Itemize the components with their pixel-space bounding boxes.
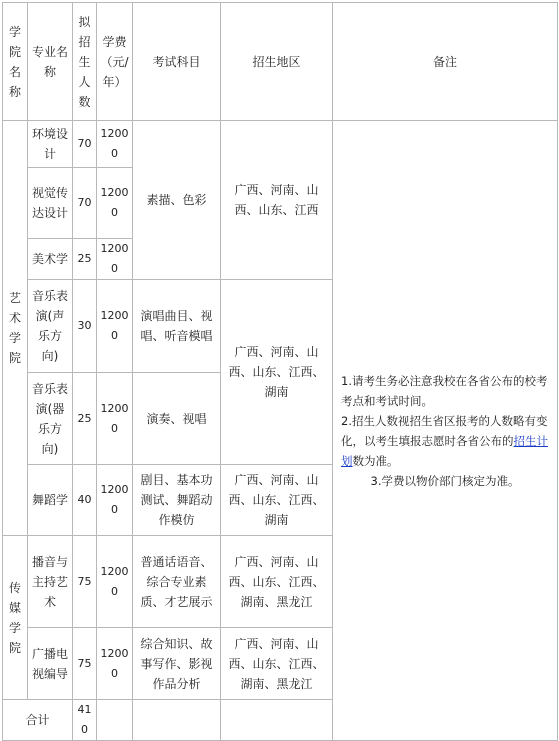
enrollment-table xyxy=(2,2,558,741)
fee-cell: 12000 xyxy=(97,280,133,373)
table-row xyxy=(3,121,558,168)
region-dance: 广西、河南、山西、山东、江西、湖南 xyxy=(221,465,333,536)
fee-cell: 12000 xyxy=(97,121,133,168)
exam-dance: 剧目、基本功测试、舞蹈动作模仿 xyxy=(133,465,221,536)
major-cell: 广播电视编导 xyxy=(28,628,73,700)
quota-cell: 25 xyxy=(73,239,97,280)
header-quota: 拟招生人数 xyxy=(73,3,97,121)
exam-instrument: 演奏、视唱 xyxy=(133,373,221,465)
empty-cell xyxy=(97,700,133,741)
major-cell: 舞蹈学 xyxy=(28,465,73,536)
major-cell: 音乐表演(声乐方向) xyxy=(28,280,73,373)
empty-cell xyxy=(133,700,221,741)
exam-vocal: 演唱曲目、视唱、听音模唱 xyxy=(133,280,221,373)
note-1: 1.请考生务必注意我校在各省公布的校考考点和考试时间。 xyxy=(341,373,548,408)
plan-link[interactable]: 招生计划 xyxy=(341,433,548,468)
college-media: 传媒学院 xyxy=(3,536,28,700)
total-value: 410 xyxy=(73,700,97,741)
fee-cell: 12000 xyxy=(97,168,133,239)
header-note: 备注 xyxy=(333,3,558,121)
college-art: 艺术学院 xyxy=(3,121,28,536)
header-major: 专业名称 xyxy=(28,3,73,121)
fee-cell: 12000 xyxy=(97,465,133,536)
header-fee: 学费（元/年） xyxy=(97,3,133,121)
exam-directing: 综合知识、故事写作、影视作品分析 xyxy=(133,628,221,700)
exam-art-design: 素描、色彩 xyxy=(133,121,221,280)
header-region: 招生地区 xyxy=(221,3,333,121)
exam-broadcast: 普通话语音、综合专业素质、才艺展示 xyxy=(133,536,221,628)
major-cell: 环境设计 xyxy=(28,121,73,168)
header-row xyxy=(3,3,558,121)
header-college: 学院名称 xyxy=(3,3,28,121)
total-label: 合计 xyxy=(3,700,73,741)
major-cell: 美术学 xyxy=(28,239,73,280)
region-broadcast: 广西、河南、山西、山东、江西、湖南、黑龙江 xyxy=(221,536,333,628)
region-directing: 广西、河南、山西、山东、江西、湖南、黑龙江 xyxy=(221,628,333,700)
fee-cell: 12000 xyxy=(97,373,133,465)
quota-cell: 70 xyxy=(73,168,97,239)
quota-cell: 70 xyxy=(73,121,97,168)
quota-cell: 25 xyxy=(73,373,97,465)
fee-cell: 12000 xyxy=(97,628,133,700)
quota-cell: 75 xyxy=(73,628,97,700)
notes-cell xyxy=(333,121,558,741)
major-cell: 视觉传达设计 xyxy=(28,168,73,239)
empty-cell xyxy=(221,700,333,741)
region-music: 广西、河南、山西、山东、江西、湖南 xyxy=(221,280,333,465)
quota-cell: 40 xyxy=(73,465,97,536)
fee-cell: 12000 xyxy=(97,239,133,280)
major-cell: 音乐表演(器乐方向) xyxy=(28,373,73,465)
header-exam: 考试科目 xyxy=(133,3,221,121)
note-3: 3.学费以物价部门核定为准。 xyxy=(370,473,520,488)
region-art-design: 广西、河南、山西、山东、江西 xyxy=(221,121,333,280)
fee-cell: 12000 xyxy=(97,536,133,628)
note-2: 2.招生人数视招生省区报考的人数略有变化，以考生填报志愿时各省公布的招生计划数为准。 xyxy=(341,413,548,468)
major-cell: 播音与主持艺术 xyxy=(28,536,73,628)
quota-cell: 30 xyxy=(73,280,97,373)
quota-cell: 75 xyxy=(73,536,97,628)
